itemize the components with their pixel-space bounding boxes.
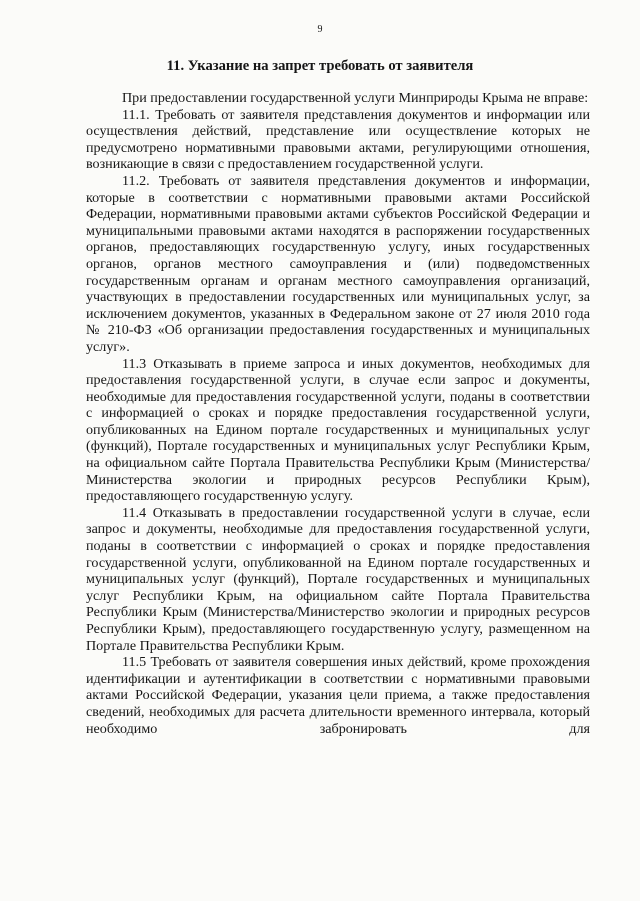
section-title: 11. Указание на запрет требовать от заявителя bbox=[166, 58, 474, 74]
paragraph-intro: При предоставлении государственной услуги Минприроды Крыма не вправе: bbox=[122, 90, 589, 106]
paragraph-11-2: 11.2. Требовать от заявителя представления документов и информации, которые в соответствии с нормативными правовыми актами Российской Федерации, нормативными правовыми актами субъектов Российской Федерации и муниципальными правовыми актами находятся в распоряжении государственных органов, предоставляющих государственную услугу, иных государственных органов, органов местного самоуправления и (или) подведомственных государственным органам и органам местного самоуправления организаций, участвующих в предоставлении государственных или муниципальных услуг, за исключением документов, указанных в Федеральном законе от 27 июля 2010 года № 210-ФЗ «Об организации предоставления государственных и муниципальных услуг». bbox=[86, 172, 590, 355]
paragraph-11-3: 11.3 Отказывать в приеме запроса и иных документов, необходимых для предоставления государственной услуги, в случае если запрос и документы, необходимые для предоставления государственной услуги, поданы в соответствии с информацией о сроках и порядке предоставления государственной услуги, опубликованных на Едином портале государственных и муниципальных услуг (функций), Портале государственных и муниципальных услуг Республики Крым, на официальном сайте Портала Правительства Республики Крым (Министерства/Министерства экологии и природных ресурсов Республики Крым), предоставляющего государственную услугу. bbox=[86, 355, 590, 505]
page-number: 9 bbox=[317, 24, 323, 35]
paragraph-11-4: 11.4 Отказывать в предоставлении государственной услуги в случае, если запрос и документы, необходимые для предоставления государственной услуги, поданы в соответствии с информацией о сроках и порядке предоставления государственной услуги, опубликованной на Едином портале государственных и муниципальных услуг (функций), Портале государственных и муниципальных услуг Республики Крым, на официальном сайте Портала Правительства Республики Крым (Министерства/Министерство экологии и природных ресурсов Республики Крым), предоставляющего государственную услугу, размещенном на Портале Правительства Республики Крым. bbox=[86, 504, 590, 654]
document-body bbox=[86, 90, 590, 737]
paragraph-11-5: 11.5 Требовать от заявителя совершения иных действий, кроме прохождения идентификации и аутентификации в соответствии с нормативными правовыми актами Российской Федерации, указания цели приема, а также предоставления сведений, необходимых для расчета длительности временного интервала, который необходимо забронировать для bbox=[86, 654, 590, 737]
paragraph-11-1: 11.1. Требовать от заявителя представления документов и информации или осуществления действий, представление или осуществление которых не предусмотрено нормативными правовыми актами, регулирующими отношения, возникающие в связи с предоставлением государственной услуги. bbox=[86, 106, 590, 173]
